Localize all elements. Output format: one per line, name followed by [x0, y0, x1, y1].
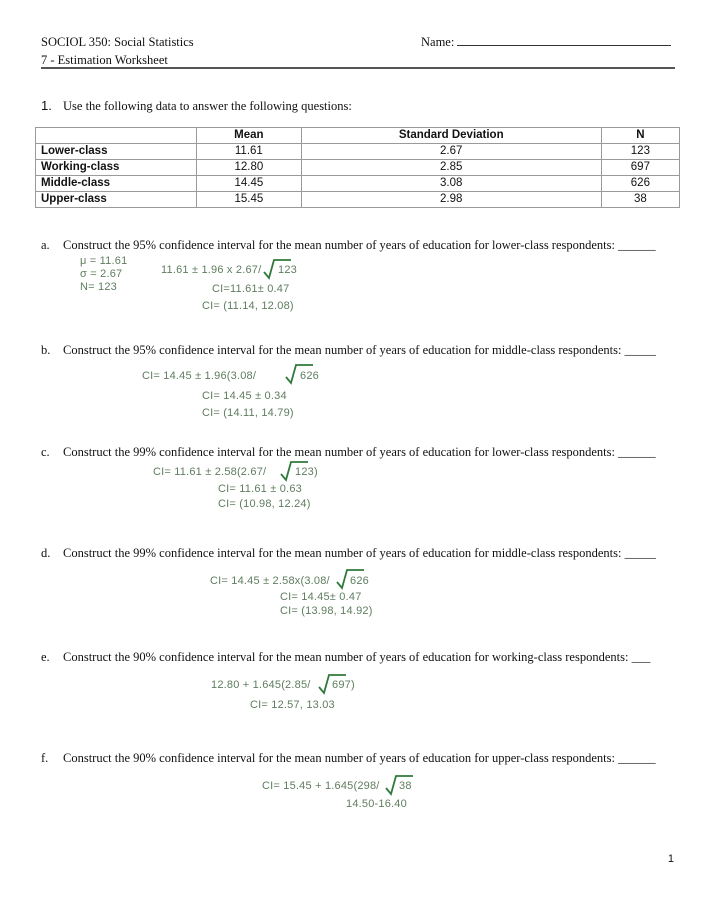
question-f	[41, 751, 656, 766]
table-cell-mean: 11.61	[197, 144, 302, 160]
question-f-letter: f.	[41, 751, 49, 765]
table-header-sd: Standard Deviation	[301, 128, 601, 144]
question-1	[41, 98, 352, 114]
answer-a-n: N= 123	[80, 281, 117, 293]
header-divider	[41, 67, 675, 69]
answer-c-step: CI= 11.61 ± 0.63	[218, 483, 302, 495]
name-field[interactable]	[421, 33, 671, 50]
name-blank-line[interactable]	[457, 33, 671, 46]
question-d-letter: d.	[41, 546, 51, 560]
table-cell-sd: 2.98	[301, 192, 601, 208]
question-e-letter: e.	[41, 650, 50, 664]
answer-a-formula	[161, 264, 261, 276]
question-c-letter: c.	[41, 445, 50, 459]
table-header-n: N	[601, 128, 679, 144]
answer-b-step: CI= 14.45 ± 0.34	[202, 390, 287, 402]
question-1-text: Use the following data to answer the following questions:	[63, 99, 352, 113]
answer-a-sigma: σ = 2.67	[80, 268, 123, 280]
answer-a-result: CI= (11.14, 12.08)	[202, 300, 294, 312]
table-row	[36, 144, 680, 160]
question-f-text: Construct the 90% confidence interval for the mean number of years of education for upper-class respondents: ______	[63, 751, 656, 765]
table-cell-label: Middle-class	[36, 176, 197, 192]
page-number: 1	[667, 853, 674, 865]
answer-f-formula: CI= 15.45 + 1.645(298/	[262, 780, 380, 792]
table-header-empty	[36, 128, 197, 144]
table-cell-label: Working-class	[36, 160, 197, 176]
answer-e-formula: 12.80 + 1.645(2.85/	[211, 679, 311, 691]
worksheet-header	[41, 33, 194, 69]
question-a-letter: a.	[41, 238, 50, 252]
question-1-number: 1.	[41, 98, 52, 113]
table-cell-label: Lower-class	[36, 144, 197, 160]
answer-d-formula: CI= 14.45 ± 2.58x(3.08/	[210, 575, 330, 587]
answer-b-formula: CI= 14.45 ± 1.96(3.08/	[142, 370, 257, 382]
answer-e-result: CI= 12.57, 13.03	[250, 699, 335, 711]
course-title: SOCIOL 350: Social Statistics	[41, 35, 194, 49]
question-d-text: Construct the 99% confidence interval for the mean number of years of education for middle-class respondents: _____	[63, 546, 656, 560]
question-a-text: Construct the 95% confidence interval for the mean number of years of education for lower-class respondents: ______	[63, 238, 656, 252]
answer-c-root-value: 123)	[295, 466, 318, 478]
table-cell-label: Upper-class	[36, 192, 197, 208]
table-cell-mean: 12.80	[197, 160, 302, 176]
question-b-text: Construct the 95% confidence interval for the mean number of years of education for middle-class respondents: _____	[63, 343, 656, 357]
data-table	[35, 127, 680, 208]
question-d	[41, 546, 656, 561]
answer-a-mu: μ = 11.61	[80, 255, 128, 267]
question-b-letter: b.	[41, 343, 51, 357]
table-row	[36, 192, 680, 208]
table-row	[36, 160, 680, 176]
table-cell-n: 38	[601, 192, 679, 208]
answer-f-root-value: 38	[399, 780, 412, 792]
table-cell-sd: 2.85	[301, 160, 601, 176]
name-label: Name:	[421, 35, 455, 49]
answer-b-result: CI= (14.11, 14.79)	[202, 407, 294, 419]
question-a	[41, 238, 656, 253]
question-c-text: Construct the 99% confidence interval for the mean number of years of education for lower-class respondents: ______	[63, 445, 656, 459]
answer-c-result: CI= (10.98, 12.24)	[218, 498, 311, 510]
question-c	[41, 445, 656, 460]
table-header-mean: Mean	[197, 128, 302, 144]
question-e	[41, 650, 650, 665]
answer-d-result: CI= (13.98, 14.92)	[280, 605, 373, 617]
answer-d-root-value: 626	[350, 575, 369, 587]
table-cell-n: 123	[601, 144, 679, 160]
answer-f-result: 14.50-16.40	[346, 798, 407, 810]
answer-a-formula-text: 11.61 ± 1.96 x 2.67/	[161, 264, 262, 276]
table-cell-mean: 15.45	[197, 192, 302, 208]
worksheet-title: 7 - Estimation Worksheet	[41, 53, 168, 67]
table-cell-sd: 2.67	[301, 144, 601, 160]
answer-a-root-value: 123	[278, 264, 297, 276]
answer-e-root-value: 697)	[332, 679, 355, 691]
answer-c-formula: CI= 11.61 ± 2.58(2.67/	[153, 466, 267, 478]
answer-d-step: CI= 14.45± 0.47	[280, 591, 362, 603]
question-e-text: Construct the 90% confidence interval for the mean number of years of education for working-class respondents: ___	[63, 650, 651, 664]
table-cell-mean: 14.45	[197, 176, 302, 192]
question-b	[41, 343, 656, 358]
table-cell-sd: 3.08	[301, 176, 601, 192]
table-cell-n: 626	[601, 176, 679, 192]
answer-b-root-value: 626	[300, 370, 319, 382]
table-cell-n: 697	[601, 160, 679, 176]
table-row	[36, 176, 680, 192]
answer-a-step: CI=11.61± 0.47	[212, 283, 290, 295]
answer-a-givens	[80, 255, 127, 294]
table-header-row	[36, 128, 680, 144]
